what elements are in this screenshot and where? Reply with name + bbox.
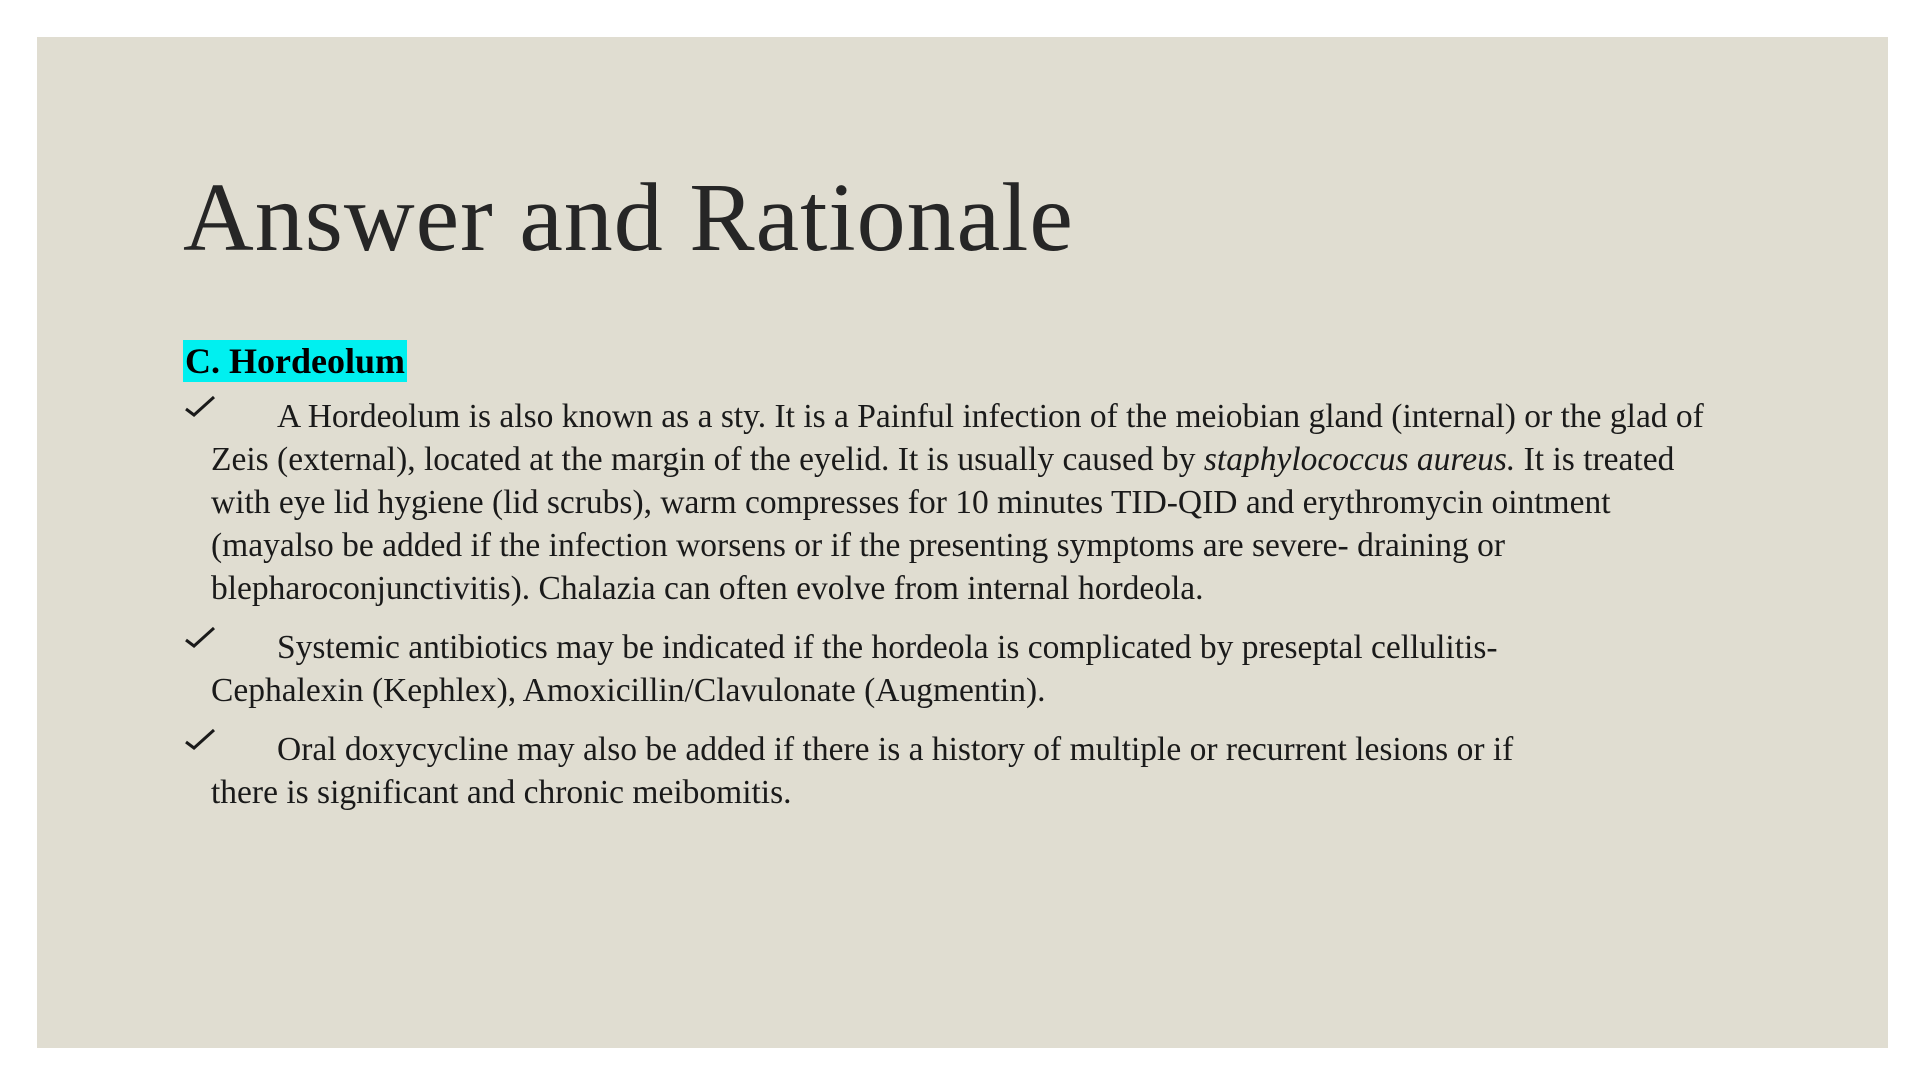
bullet-text: A Hordeolum is also known as a sty. It is a Painful infection of the meiobian gland (internal) or the glad of Zeis (external), located at the margin of the eyelid. It is usually caused by xyxy=(211,398,1704,478)
checkmark-icon xyxy=(183,392,217,422)
bullet-item xyxy=(183,626,1586,712)
bullet-italic-text: staphylococcus aureus. xyxy=(1203,441,1516,478)
answer-highlight: C. Hordeolum xyxy=(185,341,405,381)
bullet-text: Systemic antibiotics may be indicated if the hordeola is complicated by preseptal cellulitis- Cephalexin (Kephlex), Amoxicillin/Clavulonate (Augmentin). xyxy=(211,629,1498,709)
checkmark-icon xyxy=(183,623,217,653)
slide-title: Answer and Rationale xyxy=(183,164,1074,272)
slide xyxy=(37,37,1888,1048)
bullet-text: Oral doxycycline may also be added if there is a history of multiple or recurrent lesions or if there is significant and chronic meibomitis. xyxy=(211,731,1514,811)
bullet-item xyxy=(183,728,1586,814)
bullet-text-cont: It is treated with eye lid hygiene (lid scrubs), warm compresses for 10 minutes TID-QID and erythromycin ointment (mayalso be added if the infection worsens or if the presenting symptoms are severe- draining or blepharoconjunctivitis). Chalazia can often evolve from internal hordeola. xyxy=(211,441,1675,607)
bullet-item xyxy=(183,395,1741,610)
checkmark-icon xyxy=(183,725,217,755)
rationale-list xyxy=(183,395,1783,830)
